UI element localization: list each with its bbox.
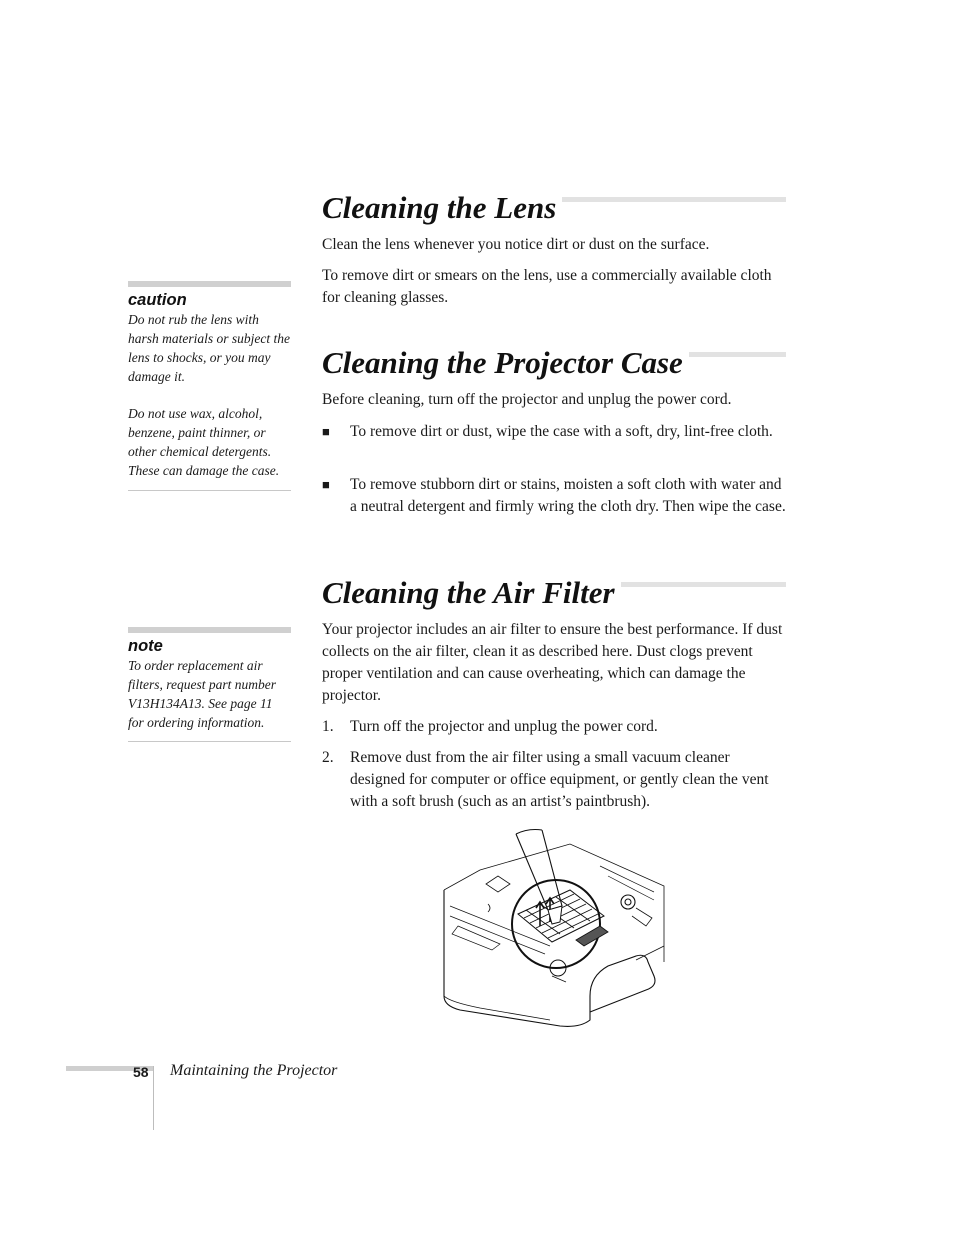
air-filter-cleaning-illustration [440,826,666,1030]
heading-cleaning-air-filter [322,575,786,611]
step-text: Remove dust from the air filter using a small vacuum cleaner designed for computer or office equipment, or gently clean the vent with a soft brush (such as an artist’s paintbrush). [350,749,769,810]
caution-bar [128,281,291,287]
note-label: note [128,637,163,655]
chapter-title: Maintaining the Projector [170,1062,338,1079]
case-bullet-1 [322,421,786,443]
bullet-square-icon: ■ [322,424,330,439]
step-number: 1. [322,718,334,735]
note-bar [128,627,291,633]
filter-step-2 [322,747,786,813]
caution-bottom-rule [128,490,291,491]
caution-label: caution [128,291,187,309]
caution-box [128,281,291,491]
case-bullet-2 [322,474,786,518]
caution-text-2: Do not use wax, alcohol, benzene, paint thinner, or other chemical detergents. These can damage the case. [128,406,280,478]
step-text: Turn off the projector and unplug the power cord. [350,718,658,735]
case-paragraph-1: Before cleaning, turn off the projector and unplug the power cord. [322,391,732,408]
bullet-text: To remove stubborn dirt or stains, moisten a soft cloth with water and a neutral detergent and firmly wring the cloth dry. Then wipe the case. [350,476,786,515]
section-title: Cleaning the Air Filter [322,575,621,611]
bullet-square-icon: ■ [322,477,330,492]
heading-cleaning-lens [322,190,786,226]
filter-step-1 [322,716,786,738]
caution-text-1: Do not rub the lens with harsh materials or subject the lens to shocks, or you may damage it. [128,312,290,384]
filter-paragraph-1: Your projector includes an air filter to ensure the best performance. If dust collects on the air filter, clean it as described here. Dust clogs prevent proper ventilation and can cause overheating, which can damage the projector. [322,621,783,704]
section-title: Cleaning the Lens [322,190,562,226]
step-number: 2. [322,749,334,766]
note-box [128,627,291,742]
footer-divider [153,1066,154,1130]
page-number: 58 [133,1064,149,1080]
note-text: To order replacement air filters, request part number V13H134A13. See page 11 for ordering information. [128,658,276,730]
heading-cleaning-case [322,345,786,381]
lens-paragraph-2: To remove dirt or smears on the lens, use a commercially available cloth for cleaning glasses. [322,267,772,306]
section-title: Cleaning the Projector Case [322,345,689,381]
bullet-text: To remove dirt or dust, wipe the case with a soft, dry, lint-free cloth. [350,423,773,440]
lens-paragraph-1: Clean the lens whenever you notice dirt or dust on the surface. [322,236,710,253]
note-bottom-rule [128,741,291,742]
